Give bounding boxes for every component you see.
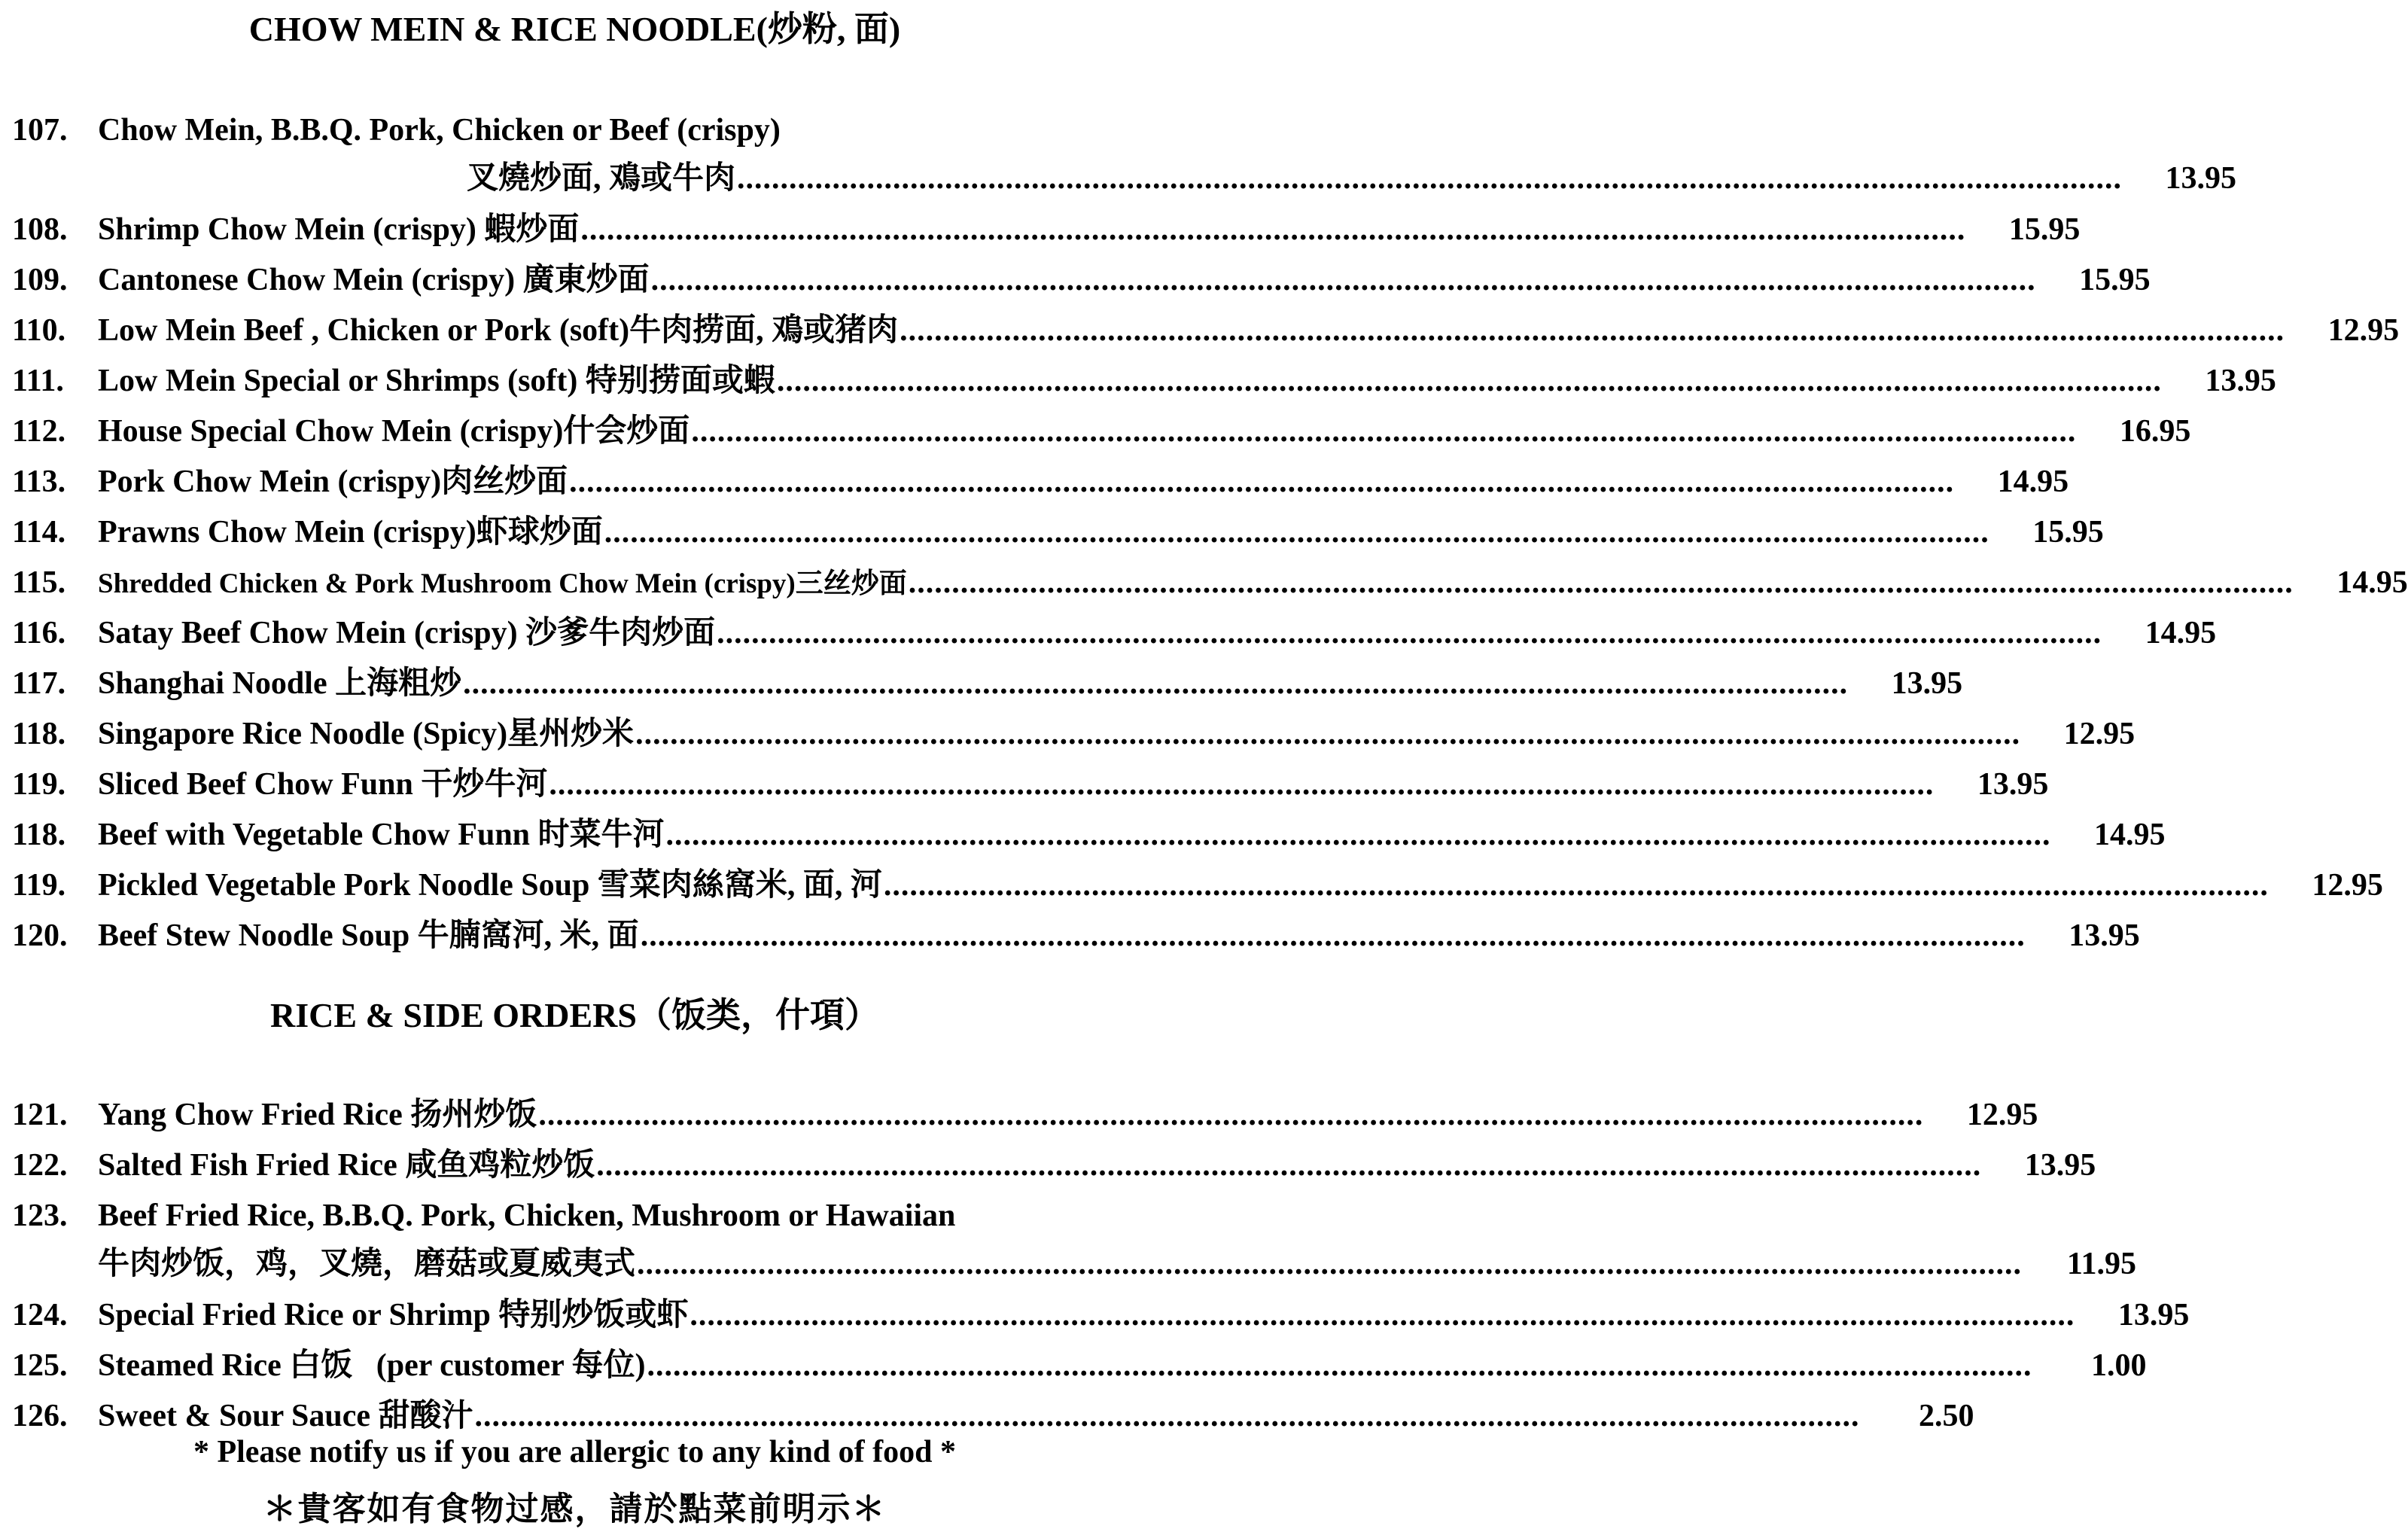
dot-leader: ................................................................................................................................................................ — [737, 161, 2123, 196]
item-name: House Special Chow Mein (crispy)什会炒面 — [98, 414, 690, 449]
item-price: 12.95 — [2327, 313, 2400, 348]
dot-leader: ................................................................................................................................................................ — [883, 868, 2269, 903]
item-number: 113. — [12, 464, 66, 499]
item-name-english: Beef Fried Rice, B.B.Q. Pork, Chicken, Mushroom or Hawaiian — [98, 1198, 956, 1233]
item-name: Shanghai Noodle 上海粗炒 — [98, 666, 462, 701]
menu-item — [0, 1341, 2147, 1391]
dot-leader: ................................................................................................................................................................ — [690, 1298, 2075, 1332]
menu-item — [0, 709, 2136, 760]
item-price: 13.95 — [1977, 767, 2049, 802]
item-price: 2.50 — [1919, 1399, 1974, 1433]
item-number: 121. — [12, 1098, 68, 1132]
menu-item — [0, 810, 2166, 860]
item-number: 115. — [12, 565, 66, 600]
item-number: 120. — [12, 918, 68, 953]
item-price: 13.95 — [2069, 918, 2140, 953]
dot-leader: ................................................................................................................................................................ — [463, 666, 1849, 701]
item-price: 11.95 — [2066, 1247, 2137, 1281]
dot-leader: ................................................................................................................................................................ — [569, 464, 1955, 499]
menu-item — [0, 205, 2081, 255]
item-name: Cantonese Chow Mein (crispy) 廣東炒面 — [98, 263, 650, 297]
item-number: 109. — [12, 263, 68, 297]
dot-leader: ................................................................................................................................................................ — [665, 818, 2051, 852]
dot-leader: ................................................................................................................................................................ — [549, 767, 1935, 802]
item-name: Shrimp Chow Mein (crispy) 蝦炒面 — [98, 212, 580, 247]
item-name: Sweet & Sour Sauce 甜酸汁 — [98, 1399, 473, 1433]
item-price: 15.95 — [2079, 263, 2151, 297]
dot-leader: ................................................................................................................................................................ — [538, 1098, 1924, 1132]
menu-item — [0, 911, 2140, 961]
item-price: 15.95 — [2008, 212, 2081, 247]
menu-item — [0, 255, 2151, 306]
item-number: 122. — [12, 1148, 68, 1183]
item-price: 12.95 — [1966, 1098, 2038, 1132]
menu-list-chow-mein — [0, 105, 2408, 961]
item-name: Satay Beef Chow Mein (crispy) 沙爹牛肉炒面 — [98, 616, 716, 650]
item-name: Singapore Rice Noodle (Spicy)星州炒米 — [98, 717, 635, 751]
item-number: 126. — [12, 1399, 68, 1433]
menu-item — [0, 507, 2104, 558]
item-name: Shredded Chicken & Pork Mushroom Chow Mein (crispy)三丝炒面 — [98, 568, 907, 599]
dot-leader: ................................................................................................................................................................ — [647, 1348, 2032, 1383]
item-price: 13.95 — [2165, 161, 2237, 196]
item-name: Steamed Rice 白饭 (per customer 每位) — [98, 1348, 646, 1383]
item-price: 13.95 — [2024, 1148, 2096, 1183]
dot-leader: ................................................................................................................................................................ — [908, 565, 2294, 600]
dot-leader: ................................................................................................................................................................ — [604, 515, 1989, 550]
item-price: 16.95 — [2119, 414, 2191, 449]
menu-item — [0, 306, 2400, 356]
section-title-rice-side-orders: RICE & SIDE ORDERS（饭类，什項） — [270, 996, 879, 1034]
item-price: 13.95 — [2117, 1298, 2190, 1332]
dot-leader: ................................................................................................................................................................ — [776, 364, 2162, 398]
item-name: Beef with Vegetable Chow Funn 时菜牛河 — [98, 818, 665, 852]
menu-item — [0, 356, 2276, 407]
item-number: 110. — [12, 313, 66, 348]
section-title-chow-mein: CHOW MEIN & RICE NOODLE(炒粉, 面) — [248, 10, 901, 48]
dot-leader: ................................................................................................................................................................ — [635, 717, 2021, 751]
dot-leader: ................................................................................................................................................................ — [640, 918, 2026, 953]
item-price: 14.95 — [1997, 464, 2069, 499]
item-price: 15.95 — [2032, 515, 2104, 550]
item-number: 114. — [12, 515, 66, 550]
item-number: 107. — [12, 113, 68, 148]
item-number: 117. — [12, 666, 66, 701]
dot-leader: ................................................................................................................................................................ — [596, 1148, 1982, 1183]
dot-leader: ................................................................................................................................................................ — [650, 263, 2036, 297]
item-name: Salted Fish Fried Rice 咸鱼鸡粒炒饭 — [98, 1148, 595, 1183]
item-name-chinese: 牛肉炒饭，鸡，叉燒，磨菇或夏威夷式 — [98, 1247, 636, 1281]
item-name-english: Chow Mein, B.B.Q. Pork, Chicken or Beef (crispy) — [98, 113, 781, 148]
menu-item — [0, 760, 2049, 810]
item-price: 13.95 — [1891, 666, 1963, 701]
menu-item — [0, 608, 2217, 659]
item-number: 118. — [12, 818, 66, 852]
item-name: Sliced Beef Chow Funn 干炒牛河 — [98, 767, 548, 802]
item-number: 124. — [12, 1298, 68, 1332]
item-name: Special Fried Rice or Shrimp 特别炒饭或虾 — [98, 1298, 689, 1332]
dot-leader: ................................................................................................................................................................ — [637, 1247, 2023, 1281]
item-name: Pork Chow Mein (crispy)肉丝炒面 — [98, 464, 568, 499]
item-price: 14.95 — [2336, 565, 2408, 600]
dot-leader: ................................................................................................................................................................ — [717, 616, 2102, 650]
dot-leader: ................................................................................................................................................................ — [900, 313, 2285, 348]
item-number: 108. — [12, 212, 68, 247]
item-price: 1.00 — [2090, 1348, 2147, 1383]
menu-list-rice-side-orders — [0, 1090, 2190, 1442]
item-price: 14.95 — [2145, 616, 2217, 650]
menu-item — [0, 457, 2069, 507]
menu-item — [0, 1141, 2096, 1191]
item-name: Prawns Chow Mein (crispy)虾球炒面 — [98, 515, 603, 550]
item-number: 118. — [12, 717, 66, 751]
item-name-chinese: 叉燒炒面, 鳮或牛肉 — [467, 161, 736, 196]
item-number: 123. — [12, 1198, 68, 1233]
item-name: Pickled Vegetable Pork Noodle Soup 雪菜肉絲窩米, 面, 河 — [98, 868, 882, 903]
item-number: 112. — [12, 414, 66, 449]
allergy-notice-chinese: ＊貴客如有食物过感，請於點菜前明示＊ — [263, 1491, 887, 1527]
item-number: 125. — [12, 1348, 68, 1383]
menu-item — [0, 860, 2383, 911]
dot-leader: ................................................................................................................................................................ — [691, 414, 2077, 449]
item-name: Yang Chow Fried Rice 扬州炒饭 — [98, 1098, 537, 1132]
item-name: Low Mein Special or Shrimps (soft) 特别捞面或蝦 — [98, 364, 775, 398]
item-price: 13.95 — [2205, 364, 2276, 398]
allergy-notice-english: * Please notify us if you are allergic to any kind of food * — [193, 1435, 957, 1469]
item-price: 12.95 — [2063, 717, 2136, 751]
item-price: 14.95 — [2094, 818, 2166, 852]
item-name: Beef Stew Noodle Soup 牛腩窩河, 米, 面 — [98, 918, 639, 953]
menu-item — [0, 105, 2237, 205]
menu-item — [0, 1090, 2038, 1141]
item-number: 111. — [12, 364, 64, 398]
dot-leader: ................................................................................................................................................................ — [580, 212, 1966, 247]
menu-item — [0, 558, 2408, 608]
menu-item — [0, 1191, 2137, 1290]
menu-item — [0, 659, 1963, 709]
item-number: 116. — [12, 616, 66, 650]
item-number: 119. — [12, 868, 66, 903]
item-price: 12.95 — [2312, 868, 2383, 903]
menu-item — [0, 407, 2191, 457]
menu-item — [0, 1290, 2190, 1341]
item-name: Low Mein Beef , Chicken or Pork (soft)牛肉捞面, 鳮或猪肉 — [98, 313, 899, 348]
item-number: 119. — [12, 767, 66, 802]
dot-leader: ................................................................................................................................................................ — [474, 1399, 1860, 1433]
